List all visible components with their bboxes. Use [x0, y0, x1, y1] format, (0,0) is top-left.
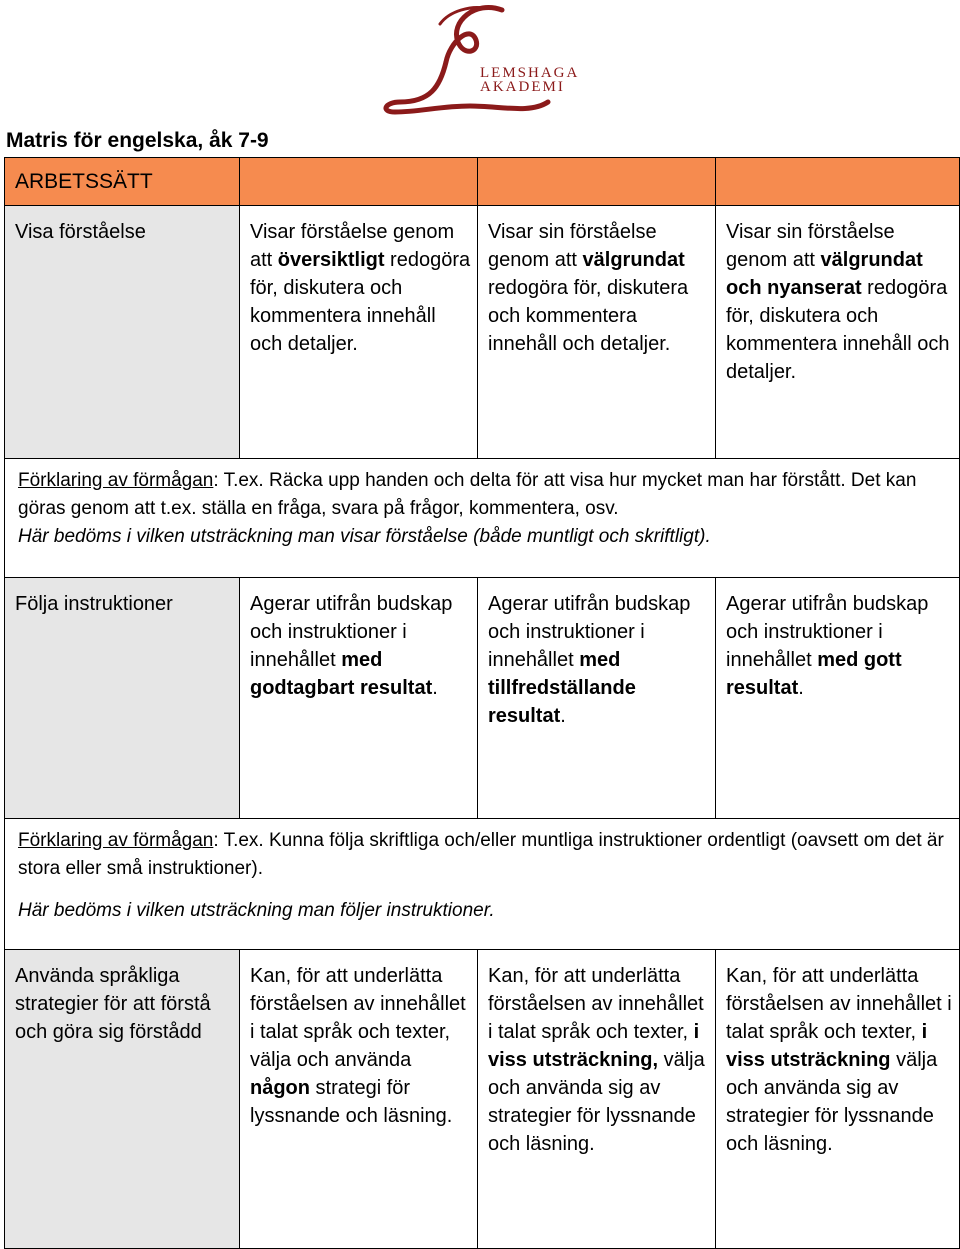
level-cell-e: Agerar utifrån budskap och instruktioner i innehållet med godtagbart resultat.: [240, 578, 478, 819]
criterion-cell: Visa förståelse: [5, 206, 240, 459]
assessment-note: Här bedöms i vilken utsträckning man följer instruktioner.: [18, 900, 495, 921]
assessment-matrix: [4, 157, 960, 1249]
level-cell-a: Visar sin förståelse genom att välgrundat och nyanserat redogöra för, diskutera och kommentera innehåll och detaljer.: [716, 206, 960, 459]
header-label: ARBETSSÄTT: [15, 170, 153, 193]
explanation-label: Förklaring av förmågan: [18, 470, 214, 491]
explanation-cell: [5, 819, 960, 950]
level-cell-a: Kan, för att underlätta förståelsen av innehållet i talat språk och texter, i viss utsträckning välja och använda sig av strategier för lyssnande och läsning.: [716, 950, 960, 1249]
header-cell: [5, 158, 240, 206]
criterion-row: [5, 578, 960, 819]
logo-text-line1: LEMSHAGA: [480, 65, 580, 81]
header-cell-empty: [716, 158, 960, 206]
level-cell-e: Visar förståelse genom att översiktligt redogöra för, diskutera och kommentera innehåll och detaljer.: [240, 206, 478, 459]
criterion-row: [5, 206, 960, 459]
explanation-cell: [5, 459, 960, 578]
criterion-row: [5, 950, 960, 1249]
explanation-row: [5, 459, 960, 578]
level-cell-c: Agerar utifrån budskap och instruktioner i innehållet med tillfredställande resultat.: [478, 578, 716, 819]
level-cell-e: Kan, för att underlätta förståelsen av innehållet i talat språk och texter, välja och använda någon strategi för lyssnande och läsning.: [240, 950, 478, 1249]
explanation-label: Förklaring av förmågan: [18, 830, 214, 851]
logo-l-mark: [380, 2, 580, 122]
header-cell-empty: [478, 158, 716, 206]
criterion-cell: Använda språkliga strategier för att förstå och göra sig förstådd: [5, 950, 240, 1249]
header-cell-empty: [240, 158, 478, 206]
explanation-row: [5, 819, 960, 950]
logo-text-line2: AKADEMI: [480, 79, 565, 95]
assessment-note: Här bedöms i vilken utsträckning man visar förståelse (både muntligt och skriftligt).: [18, 526, 711, 547]
header-row: [5, 158, 960, 206]
criterion-cell: Följa instruktioner: [5, 578, 240, 819]
explanation-text: : T.ex. Kunna följa skriftliga och/eller muntliga instruktioner ordentligt (oavsett om det är stora eller små instruktioner).: [18, 830, 944, 879]
level-cell-c: Kan, för att underlätta förståelsen av innehållet i talat språk och texter, i viss utsträckning, välja och använda sig av strategier för lyssnande och läsning.: [478, 950, 716, 1249]
explanation-text: : T.ex. Räcka upp handen och delta för att visa hur mycket man har förstått. Det kan göras genom att t.ex. ställa en fråga, svara på frågor, kommentera, osv.: [18, 470, 917, 519]
level-cell-a: Agerar utifrån budskap och instruktioner i innehållet med gott resultat.: [716, 578, 960, 819]
lemshaga-logo: [380, 2, 580, 122]
page-title: Matris för engelska, åk 7-9: [6, 129, 269, 152]
level-cell-c: Visar sin förståelse genom att välgrundat redogöra för, diskutera och kommentera innehåll och detaljer.: [478, 206, 716, 459]
